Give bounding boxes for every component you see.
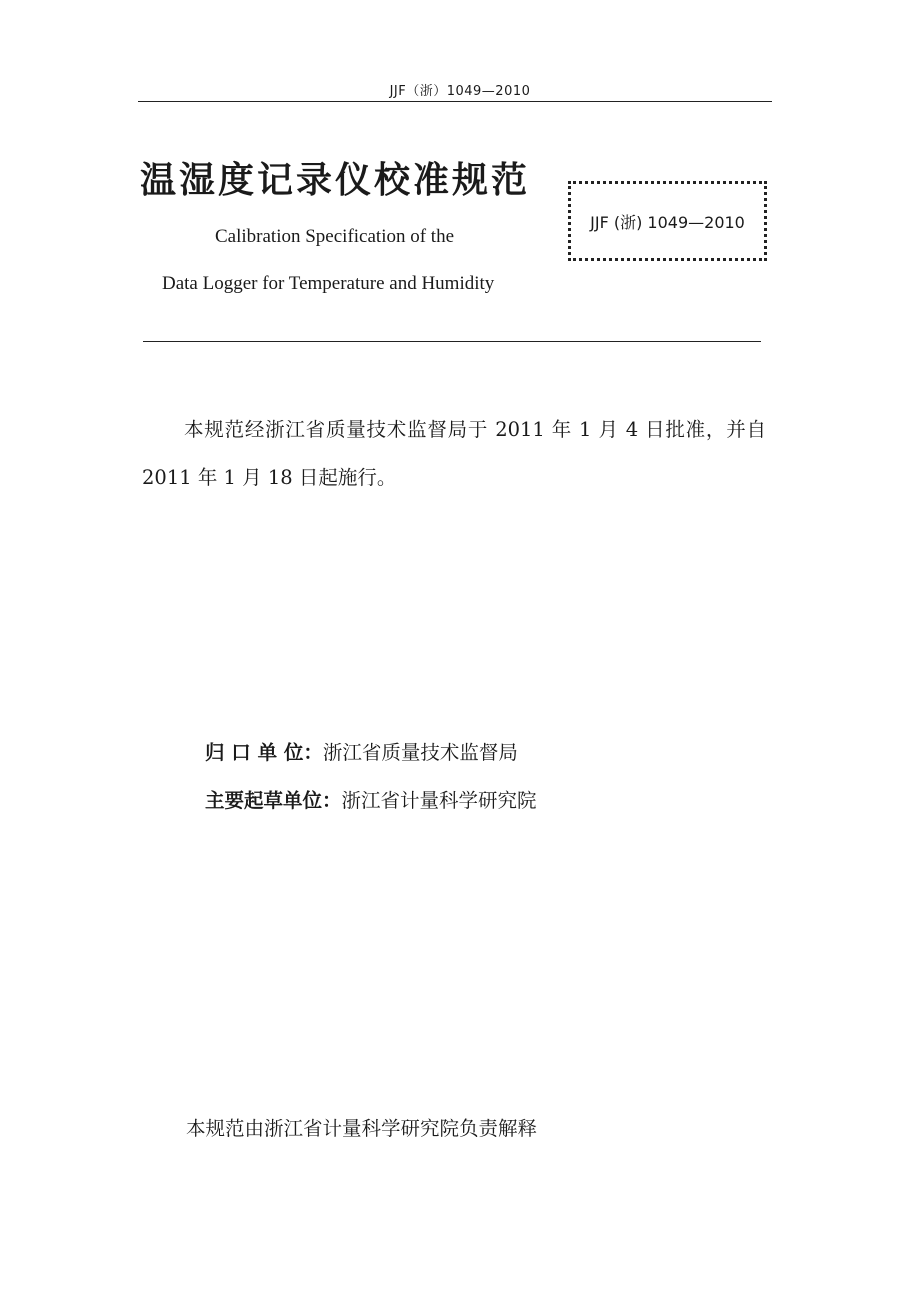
document-title-english-line2: Data Logger for Temperature and Humidity [162, 273, 495, 294]
drafting-unit-label: 主要起草单位： [205, 789, 342, 812]
running-header: JJF（浙）1049—2010 [389, 84, 531, 99]
drafting-unit-row [205, 785, 537, 813]
title-rule [143, 341, 761, 342]
responsible-unit-label: 归 口 单 位： [205, 741, 323, 764]
header-rule [138, 101, 772, 102]
document-title-english-line1: Calibration Specification of the [215, 226, 455, 247]
responsible-unit-row [205, 737, 518, 765]
approval-statement: 本规范经浙江省质量技术监督局于 2011 年 1 月 4 日批准，并自 2011 年 1 月 18 日起施行。 [142, 418, 766, 489]
standard-code-box [568, 181, 767, 261]
document-title-chinese: 温湿度记录仪校准规范 [140, 160, 531, 201]
drafting-unit-value: 浙江省计量科学研究院 [341, 789, 537, 812]
standard-code: JJF (浙) 1049—2010 [590, 212, 745, 232]
responsible-unit-value: 浙江省质量技术监督局 [322, 741, 518, 764]
interpretation-note: 本规范由浙江省计量科学研究院负责解释 [186, 1117, 538, 1140]
